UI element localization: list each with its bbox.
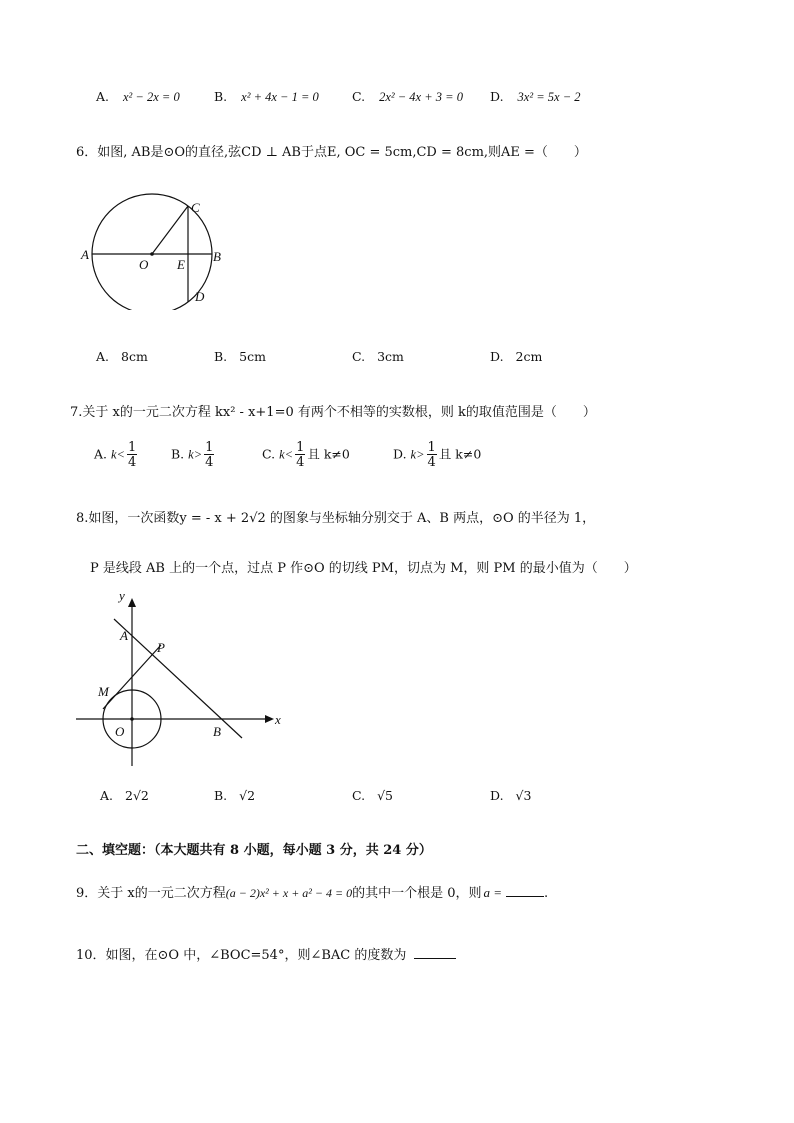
q9-variable: a = bbox=[483, 885, 503, 900]
answer-blank[interactable] bbox=[506, 884, 544, 897]
option-label: A. bbox=[96, 89, 110, 104]
q9-end: . bbox=[544, 886, 549, 901]
label-e: E bbox=[177, 257, 185, 272]
denominator: 4 bbox=[296, 455, 305, 470]
option-label: A. bbox=[100, 788, 114, 803]
label-c: C bbox=[191, 200, 200, 215]
q8-stem-line2: P 是线段 AB 上的一个点，过点 P 作⊙O 的切线 PM，切点为 M，则 PM 的最小值为（ ） bbox=[90, 561, 637, 576]
option-label: C. bbox=[262, 446, 276, 462]
q8-option-b bbox=[214, 788, 255, 803]
q9-stem bbox=[76, 882, 548, 901]
denominator: 4 bbox=[205, 455, 214, 470]
option-text: 5cm bbox=[239, 349, 266, 364]
fraction bbox=[127, 441, 137, 469]
numerator: 1 bbox=[296, 440, 305, 455]
q7-option-c bbox=[262, 441, 350, 469]
label-b: B bbox=[213, 249, 221, 264]
answer-blank[interactable] bbox=[414, 946, 456, 959]
option-inequality: k> bbox=[410, 447, 425, 462]
label-d: D bbox=[195, 289, 205, 304]
label-a: A bbox=[120, 628, 128, 643]
q8-coordinate-figure bbox=[70, 588, 290, 773]
denominator: 4 bbox=[427, 455, 436, 470]
q6-option-d bbox=[490, 349, 542, 364]
q8-option-c bbox=[352, 788, 393, 803]
option-text: √5 bbox=[377, 788, 393, 803]
fraction bbox=[427, 441, 437, 469]
fraction bbox=[295, 441, 305, 469]
option-text: √3 bbox=[515, 788, 532, 803]
option-condition: 且 k≠0 bbox=[438, 446, 482, 462]
q6-option-c bbox=[352, 349, 404, 364]
q5-option-b bbox=[214, 89, 319, 105]
option-label: B. bbox=[171, 446, 185, 462]
q5-option-c bbox=[352, 89, 463, 105]
radius-oc bbox=[152, 206, 188, 254]
option-label: D. bbox=[393, 446, 407, 462]
q8-option-d bbox=[490, 788, 531, 803]
q7-option-a bbox=[94, 441, 139, 469]
option-label: C. bbox=[352, 89, 366, 104]
q6-option-b bbox=[214, 349, 266, 364]
denominator: 4 bbox=[127, 455, 137, 470]
option-text: 2cm bbox=[515, 349, 543, 364]
option-label: D. bbox=[490, 788, 504, 803]
option-label: A. bbox=[96, 349, 110, 364]
q6-circle-figure bbox=[70, 190, 240, 310]
q8-option-a bbox=[100, 788, 149, 803]
label-p: P bbox=[157, 640, 165, 655]
origin-dot bbox=[130, 717, 134, 721]
option-text: 3cm bbox=[377, 349, 404, 364]
q7-option-b bbox=[171, 441, 216, 469]
y-axis-arrow bbox=[128, 598, 136, 607]
q9-equation: (a − 2)x² + x + a² − 4 = 0 bbox=[225, 886, 353, 900]
q5-option-a bbox=[96, 89, 180, 105]
label-o: O bbox=[115, 724, 125, 739]
fraction bbox=[204, 441, 214, 469]
label-m: M bbox=[98, 684, 109, 699]
option-text: 8cm bbox=[121, 349, 148, 364]
q7-stem: 7.关于 x的一元二次方程 kx² - x+1=0 有两个不相等的实数根，则 k的取值范围是（ ） bbox=[70, 405, 596, 420]
q7-option-d bbox=[393, 441, 481, 469]
q6-option-a bbox=[96, 349, 148, 364]
label-b: B bbox=[213, 724, 221, 739]
option-inequality: k< bbox=[111, 447, 125, 462]
center-dot bbox=[150, 252, 154, 256]
label-o: O bbox=[139, 257, 149, 272]
option-equation: 2x² − 4x + 3 = 0 bbox=[379, 90, 463, 104]
option-condition: 且 k≠0 bbox=[307, 446, 350, 462]
section-title: 二、填空题：（本大题共有 8 小题，每小题 3 分，共 24 分） bbox=[76, 843, 432, 858]
numerator: 1 bbox=[205, 440, 214, 455]
q9-stem-pre: 9．关于 x的一元二次方程 bbox=[76, 886, 226, 901]
option-text: 2√2 bbox=[125, 788, 149, 803]
label-x: x bbox=[275, 712, 281, 727]
option-label: B. bbox=[214, 349, 228, 364]
option-label: C. bbox=[352, 349, 366, 364]
numerator: 1 bbox=[127, 440, 137, 455]
label-y: y bbox=[119, 588, 125, 603]
option-label: D. bbox=[490, 349, 504, 364]
q6-stem: 6．如图, AB是⊙O的直径,弦CD ⊥ AB于点E, OC = 5cm,CD = 8cm,则AE =（ ） bbox=[76, 145, 587, 160]
option-inequality: k< bbox=[279, 447, 294, 462]
q9-stem-post: 的其中一个根是 0，则 bbox=[352, 886, 482, 901]
q8-stem-line1: 8.如图，一次函数y = - x + 2√2 的图象与坐标轴分别交于 A、B 两点，⊙O 的半径为 1， bbox=[76, 511, 596, 526]
label-a: A bbox=[81, 247, 89, 262]
x-axis-arrow bbox=[265, 715, 274, 723]
q10-stem bbox=[76, 944, 456, 963]
option-label: A. bbox=[94, 446, 108, 462]
option-label: B. bbox=[214, 788, 228, 803]
option-label: D. bbox=[490, 89, 504, 104]
option-label: B. bbox=[214, 89, 228, 104]
option-inequality: k> bbox=[188, 447, 203, 462]
option-equation: x² + 4x − 1 = 0 bbox=[241, 90, 319, 104]
option-text: √2 bbox=[239, 788, 256, 803]
numerator: 1 bbox=[427, 440, 436, 455]
q5-option-d bbox=[490, 89, 581, 105]
option-equation: 3x² = 5x − 2 bbox=[517, 90, 581, 104]
option-label: C. bbox=[352, 788, 366, 803]
option-equation: x² − 2x = 0 bbox=[123, 90, 180, 104]
q10-stem-text: 10．如图，在⊙O 中，∠BOC=54°，则∠BAC 的度数为 bbox=[76, 948, 407, 963]
